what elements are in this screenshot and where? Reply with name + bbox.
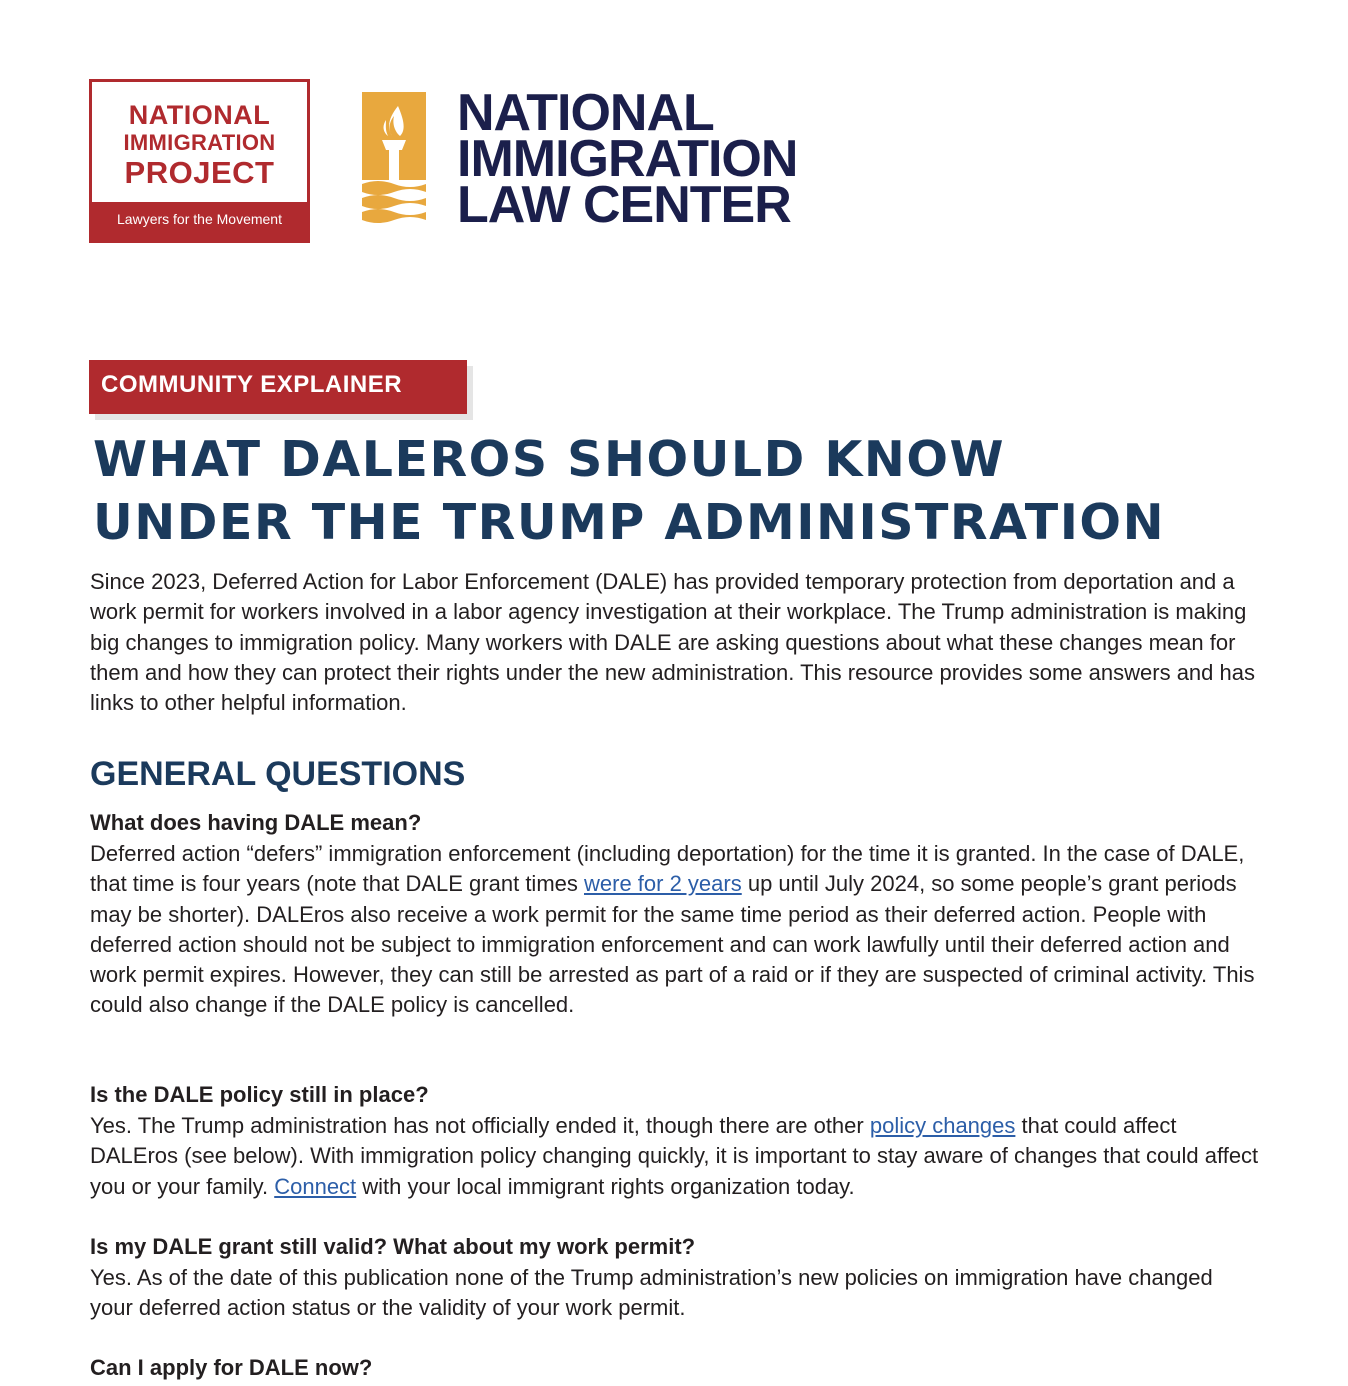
faq-answer-1-text-a: Deferred action “defers” immigration enforcement (including deportation) for the time it is granted. In the case of DALE, that time is four years (note that DALE grant times — [90, 841, 1245, 897]
connect-link[interactable]: Connect — [274, 1173, 357, 1199]
faq-question-4: Can I apply for DALE now? — [90, 1355, 373, 1380]
faq-question-2: Is the DALE policy still in place? — [90, 1082, 429, 1107]
faq-answer-1 — [90, 839, 1260, 1021]
badge-label: COMMUNITY EXPLAINER — [89, 360, 467, 414]
faq-answer-1-text-b: up until July 2024, so some people’s grant periods may be shorter). DALEros also receive a work permit for the same time period as their deferred action. People with deferred action should not be subject to immigration enforcement and can work lawfully until their deferred action and work permit expires. However, they can still be arrested as part of a raid or if they are suspected of criminal activity. This could also change if the DALE policy is cancelled. — [90, 871, 1255, 1018]
faq-answer-2 — [90, 1111, 1260, 1202]
were-for-2-years-link[interactable]: were for 2 years — [584, 871, 742, 897]
nilc-logo-line1: NATIONAL — [457, 84, 714, 142]
nilc-logo-line3: LAW CENTER — [457, 176, 791, 234]
nip-logo-wordmark — [92, 102, 307, 188]
section-heading: GENERAL QUESTIONS — [90, 755, 466, 793]
faq-question-1: What does having DALE mean? — [90, 810, 422, 835]
torch-icon — [362, 92, 426, 228]
page-title-line2: UNDER THE TRUMP ADMINISTRATION — [93, 494, 1166, 551]
national-immigration-project-logo — [89, 79, 310, 243]
faq-answer-2-text-b: that could affect DALEros (see below). With immigration policy changing quickly, it is important to stay aware of changes that could affect you or your family. — [90, 1113, 1259, 1199]
nip-logo-tagline: Lawyers for the Movement — [92, 202, 307, 240]
nip-logo-line3: PROJECT — [124, 155, 275, 190]
nip-logo-line2: IMMIGRATION — [123, 130, 276, 155]
nilc-logo-wordmark — [457, 84, 798, 234]
faq-question-3: Is my DALE grant still valid? What about my work permit? — [90, 1234, 696, 1259]
faq-answer-2-text-a: Yes. The Trump administration has not officially ended it, though there are other — [90, 1113, 870, 1138]
intro-paragraph: Since 2023, Deferred Action for Labor Enforcement (DALE) has provided temporary protection from deportation and a work permit for workers involved in a labor agency investigation at their workplace. The Trump administration is making big changes to immigration policy. Many workers with DALE are asking questions about what these changes mean for them and how they can protect their rights under the new administration. This resource provides some answers and has links to other helpful information. — [90, 569, 1255, 716]
nilc-logo-line2: IMMIGRATION — [457, 130, 798, 188]
community-explainer-badge — [89, 360, 467, 414]
page-title-line1: WHAT DALEROS SHOULD KNOW — [93, 431, 1006, 488]
page-title — [93, 428, 1165, 554]
faq-answer-3: Yes. As of the date of this publication none of the Trump administration’s new policies on immigration have changed your deferred action status or the validity of your work permit. — [90, 1265, 1213, 1321]
policy-changes-link[interactable]: policy changes — [869, 1113, 1016, 1138]
nip-logo-line1: NATIONAL — [128, 100, 271, 130]
faq-answer-2-text-c: with your local immigrant rights organization today. — [356, 1173, 855, 1199]
